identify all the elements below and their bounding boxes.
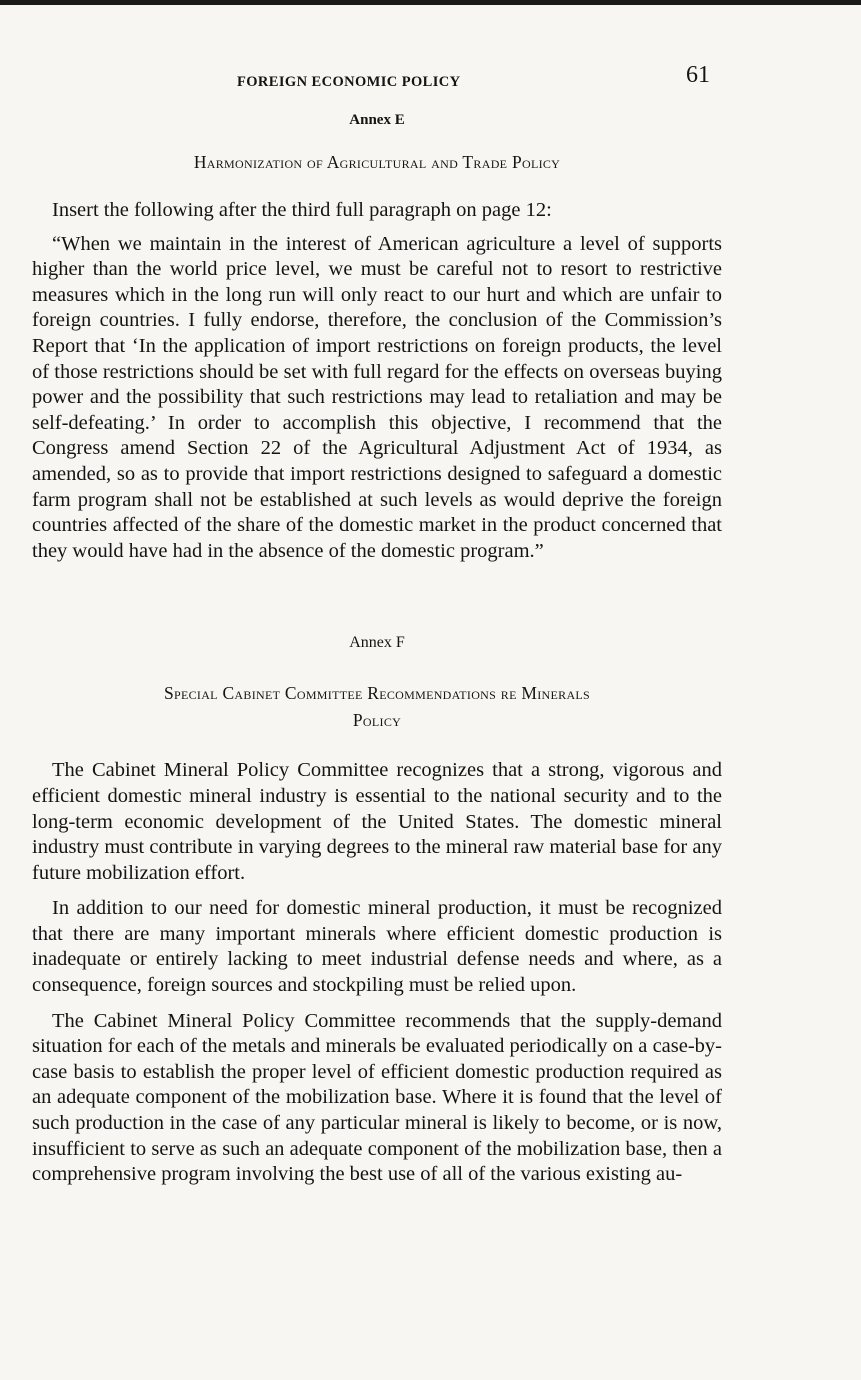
annex-e-intro: Insert the following after the third full paragraph on page 12:	[52, 199, 552, 221]
annex-f-label: Annex F	[349, 634, 405, 652]
annex-f-title-line-2: Policy	[352, 710, 402, 731]
annex-e-quote: “When we maintain in the interest of American agriculture a level of supports higher than the world price level, we must be careful not to resort to restrictive measures which in the long run will only react to our hurt and which are unfair to foreign countries. I fully endorse, therefore, the conclusion of the Commission’s Report that ‘In the application of import restrictions on foreign products, the level of those restrictions should be set with full regard for the effects on overseas buying power and the possibility that such restrictions may lead to retaliation and may be self-defeating.’ In order to accomplish this objective, I recommend that the Congress amend Section 22 of the Agricultural Adjustment Act of 1934, as amended, so as to provide that import restrictions designed to safeguard a domestic farm program shall not be established at such levels as would deprive the foreign countries affected of the share of the domestic market in the product concerned that they would have had in the absence of the domestic program.”	[32, 232, 722, 562]
document-page	[32, 58, 722, 1188]
annex-f-title-line-1: Special Cabinet Committee Recommendations re Minerals	[163, 683, 591, 704]
annex-f-paragraph-2: In addition to our need for domestic mineral production, it must be recognized that there are many important minerals where efficient domestic production is inadequate or entirely lacking to meet industrial defense needs and where, as a consequence, foreign sources and stockpiling must be relied upon.	[32, 897, 722, 997]
annex-e-title: Harmonization of Agricultural and Trade Policy	[193, 152, 561, 172]
page-top-edge	[0, 0, 861, 5]
annex-f-paragraph-1: The Cabinet Mineral Policy Committee recognizes that a strong, vigorous and efficient domestic mineral industry is essential to the national security and to the long-term economic development of the United States. The domestic mineral industry must contribute in varying degrees to the mineral raw material base for any future mobilization effort.	[32, 759, 722, 884]
annex-f-paragraph-3: The Cabinet Mineral Policy Committee recommends that the supply-demand situation for each of the metals and minerals be evaluated periodically on a case-by-case basis to establish the proper level of efficient domestic production required as an adequate component of the mobilization base. Where it is found that the level of such production in the case of any particular mineral is likely to become, or is now, insufficient to serve as such an adequate component of the mobilization base, then a comprehensive program involving the best use of all of the various existing au-	[32, 1009, 722, 1186]
annex-e-label: Annex E	[349, 112, 405, 128]
page-number: 61	[686, 62, 710, 88]
running-header	[32, 58, 722, 94]
running-title: FOREIGN ECONOMIC POLICY	[237, 74, 461, 90]
annex-f-title	[32, 680, 722, 734]
